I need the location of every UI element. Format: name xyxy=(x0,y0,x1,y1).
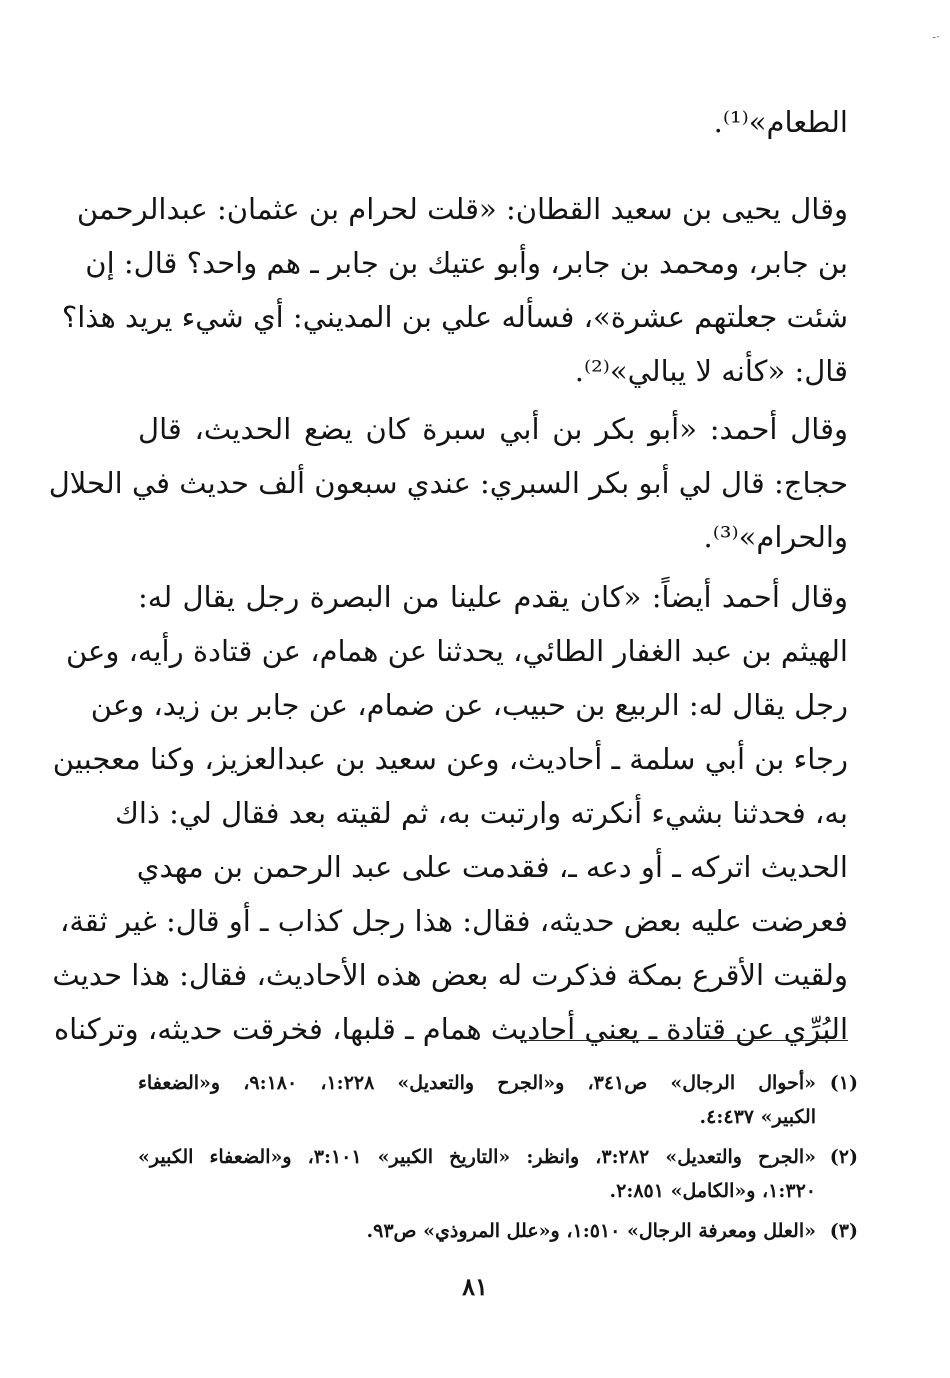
footnote-3 xyxy=(138,1214,858,1248)
footnote-line: «الجرح والتعديل» ٣:٢٨٢، وانظر: «التاريخ الكبير» ٣:١٠١، و«الضعفاء الكبير» xyxy=(138,1146,817,1168)
corner-mark: -· xyxy=(932,30,940,44)
paragraph-1 xyxy=(138,95,848,149)
text-line: حجاج: قال لي أبو بكر السبري: عندي سبعون ألف حديث في الحلال xyxy=(48,466,848,500)
footnote-separator xyxy=(520,1040,848,1041)
footnote-1 xyxy=(138,1066,858,1134)
paragraph-3 xyxy=(48,402,848,564)
page-number: ٨١ xyxy=(462,1272,488,1301)
text-line: بن جابر، ومحمد بن جابر، وأبو عتيك بن جابر ـ هم واحد؟ قال: إن xyxy=(85,246,848,280)
text-line: وقال يحيى بن سعيد القطان: «قلت لحرام بن عثمان: عبدالرحمن xyxy=(76,192,848,226)
paragraph-2 xyxy=(61,182,848,398)
paragraph-4 xyxy=(52,570,848,1056)
footnotes xyxy=(138,1066,858,1254)
text-line: وقال أحمد: «أبو بكر بن أبي سبرة كان يضع الحديث، قال xyxy=(138,412,848,446)
footnote-2 xyxy=(138,1140,858,1208)
text-line: الهيثم بن عبد الغفار الطائي، يحدثنا عن همام، عن قتادة رأيه، وعن xyxy=(65,634,848,668)
text-line: والحرام»⁽³⁾. xyxy=(703,520,848,554)
text-line: رجاء بن أبي سلمة ـ أحاديث، وعن سعيد بن عبدالعزيز، وكنا معجبين xyxy=(52,742,848,776)
footnote-line: «العلل ومعرفة الرجال» ١:٥١٠، و«علل المروذي» ص٩٣. xyxy=(366,1220,816,1242)
text-line: فعرضت عليه بعض حديثه، فقال: هذا رجل كذاب ـ أو قال: غير ثقة، xyxy=(60,904,848,938)
footnote-number: (١) xyxy=(829,1072,858,1094)
footnote-line: «أحوال الرجال» ص٣٤١، و«الجرح والتعديل» ١:٢٢٨، ٩:١٨٠، و«الضعفاء xyxy=(138,1072,817,1094)
text-line: رجل يقال له: الربيع بن حبيب، عن ضمام، عن جابر بن زيد، وعن xyxy=(90,688,848,722)
text-line: شئت جعلتهم عشرة»، فسأله علي بن المديني: أي شيء يريد هذا؟ xyxy=(61,300,848,334)
text-line: الحديث اتركه ـ أو دعه ـ، فقدمت على عبد الرحمن بن مهدي xyxy=(136,850,848,884)
footnote-line: ١:٣٢٠، و«الكامل» ٢:٨٥١. xyxy=(609,1180,816,1202)
text-line: به، فحدثنا بشيء أنكرته وارتبت به، ثم لقيته بعد فقال لي: ذاك xyxy=(114,796,848,830)
text-line: وقال أحمد أيضاً: «كان يقدم علينا من البصرة رجل يقال له: xyxy=(138,580,848,614)
text-line: قال: «كأنه لا يبالي»⁽²⁾. xyxy=(574,354,848,388)
footnote-line: الكبير» ٤:٤٣٧. xyxy=(699,1106,816,1128)
footnote-number: (٢) xyxy=(829,1146,858,1168)
footnote-number: (٣) xyxy=(829,1220,858,1242)
text-line: ولقيت الأقرع بمكة فذكرت له بعض هذه الأحاديث، فقال: هذا حديث xyxy=(52,958,848,992)
text-line: الطعام»⁽¹⁾. xyxy=(713,105,848,139)
text-line: البُرِّي عن قتادة ـ يعني أحاديث همام ـ قلبها، فخرقت حديثه، وتركناه xyxy=(53,1012,848,1046)
